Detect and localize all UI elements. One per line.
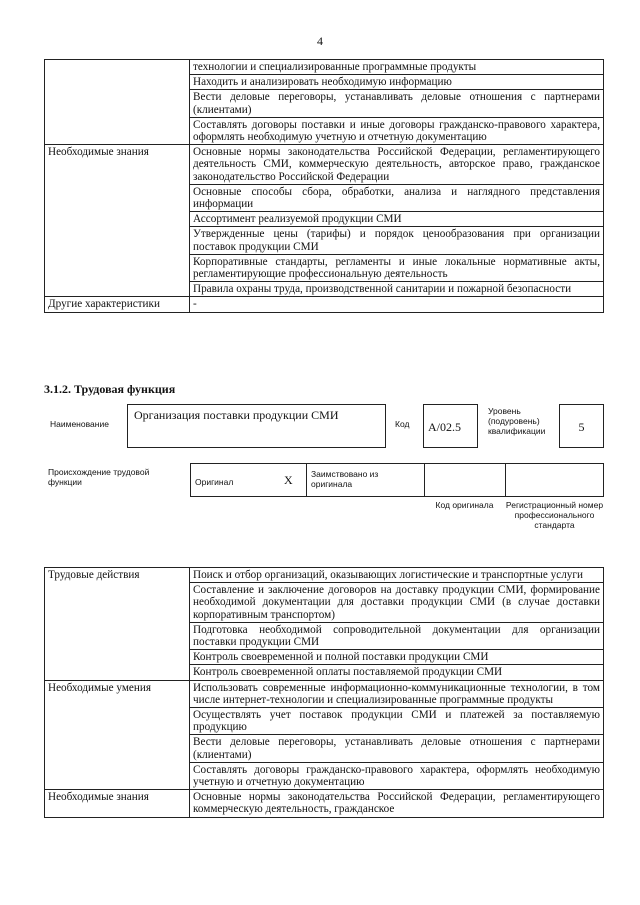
name-label: Наименование bbox=[50, 419, 109, 429]
row-item: Составление и заключение договоров на доставку продукции СМИ, формирование необходимой документации для доставки продукции СМИ (в случае доставки корпоративным транспортом) bbox=[190, 583, 604, 623]
origin-label: Происхождение трудовой функции bbox=[48, 467, 150, 487]
row-label: Необходимые знания bbox=[45, 145, 190, 297]
row-label bbox=[45, 60, 190, 145]
level-label: Уровень (подуровень) квалификации bbox=[488, 406, 546, 436]
row-item: технологии и специализированные программные продукты bbox=[190, 60, 604, 75]
row-item: Поиск и отбор организаций, оказывающих логистические и транспортные услуги bbox=[190, 568, 604, 583]
row-item: Правила охраны труда, производственной санитарии и пожарной безопасности bbox=[190, 282, 604, 297]
row-item: Вести деловые переговоры, устанавливать деловые отношения с партнерами (клиентами) bbox=[190, 90, 604, 117]
row-item: Ассортимент реализуемой продукции СМИ bbox=[190, 212, 604, 227]
table-row bbox=[45, 790, 604, 817]
section-title: 3.1.2. Трудовая функция bbox=[44, 382, 176, 396]
reg-number-caption: Регистрационный номер профессионального стандарта bbox=[505, 500, 604, 530]
origin-divider-2 bbox=[424, 463, 425, 497]
row-item: Находить и анализировать необходимую информацию bbox=[190, 75, 604, 90]
row-item: - bbox=[190, 297, 604, 312]
row-item: Контроль своевременной и полной поставки продукции СМИ bbox=[190, 650, 604, 665]
original-code-caption: Код оригинала bbox=[435, 500, 494, 510]
code-box bbox=[423, 404, 478, 448]
row-item: Контроль своевременной оплаты поставляемой продукции СМИ bbox=[190, 665, 604, 680]
row-item: Основные нормы законодательства Российской Федерации, регламентирующего коммерческую деятельность, гражданское bbox=[190, 790, 604, 817]
level-value: 5 bbox=[578, 420, 585, 434]
table-row bbox=[45, 60, 604, 75]
table-row bbox=[45, 568, 604, 583]
function-name-value: Организация поставки продукции СМИ bbox=[134, 408, 339, 422]
row-item: Осуществлять учет поставок продукции СМИ и платежей за поставляемую продукцию bbox=[190, 708, 604, 735]
row-item: Составлять договоры поставки и иные договоры гражданско-правового характера, оформлять необходимую учетную и отчетную документацию bbox=[190, 117, 604, 144]
function-name-box bbox=[127, 404, 386, 448]
origin-divider-3 bbox=[505, 463, 506, 497]
level-box bbox=[559, 404, 604, 448]
row-item: Вести деловые переговоры, устанавливать деловые отношения с партнерами (клиентами) bbox=[190, 735, 604, 762]
row-label: Необходимые умения bbox=[45, 680, 190, 790]
requirements-table-continued bbox=[44, 59, 604, 313]
row-item: Подготовка необходимой сопроводительной документации для организации поставки продукции СМИ bbox=[190, 622, 604, 649]
origin-divider-1 bbox=[306, 463, 307, 497]
row-item: Утвержденные цены (тарифы) и порядок ценообразования при организации поставок продукции СМИ bbox=[190, 227, 604, 254]
code-label: Код bbox=[395, 419, 410, 429]
row-label: Другие характеристики bbox=[45, 297, 190, 312]
table-row bbox=[45, 145, 604, 185]
borrowed-label: Заимствовано из оригинала bbox=[311, 469, 379, 489]
row-item: Корпоративные стандарты, регламенты и иные локальные нормативные акты, регламентирующие профессиональную деятельность bbox=[190, 254, 604, 281]
original-mark: X bbox=[284, 473, 293, 487]
table-row bbox=[45, 297, 604, 312]
row-label: Трудовые действия bbox=[45, 568, 190, 681]
page-number: 4 bbox=[317, 34, 323, 48]
code-value: A/02.5 bbox=[428, 420, 461, 434]
function-requirements-table bbox=[44, 567, 604, 818]
table-row bbox=[45, 680, 604, 707]
original-label: Оригинал bbox=[195, 477, 234, 487]
row-item: Основные способы сбора, обработки, анализа и наглядного представления информации bbox=[190, 184, 604, 211]
row-label: Необходимые знания bbox=[45, 790, 190, 817]
row-item: Основные нормы законодательства Российской Федерации, регламентирующего деятельность СМИ, коммерческую деятельность, авторское право, гражданское законодательство Российской Федерации bbox=[190, 145, 604, 185]
row-item: Использовать современные информационно-коммуникационные технологии, в том числе интернет-технологии и специализированные программные продукты bbox=[190, 680, 604, 707]
row-item: Составлять договоры гражданско-правового характера, оформлять необходимую учетную и отчетную документацию bbox=[190, 762, 604, 789]
